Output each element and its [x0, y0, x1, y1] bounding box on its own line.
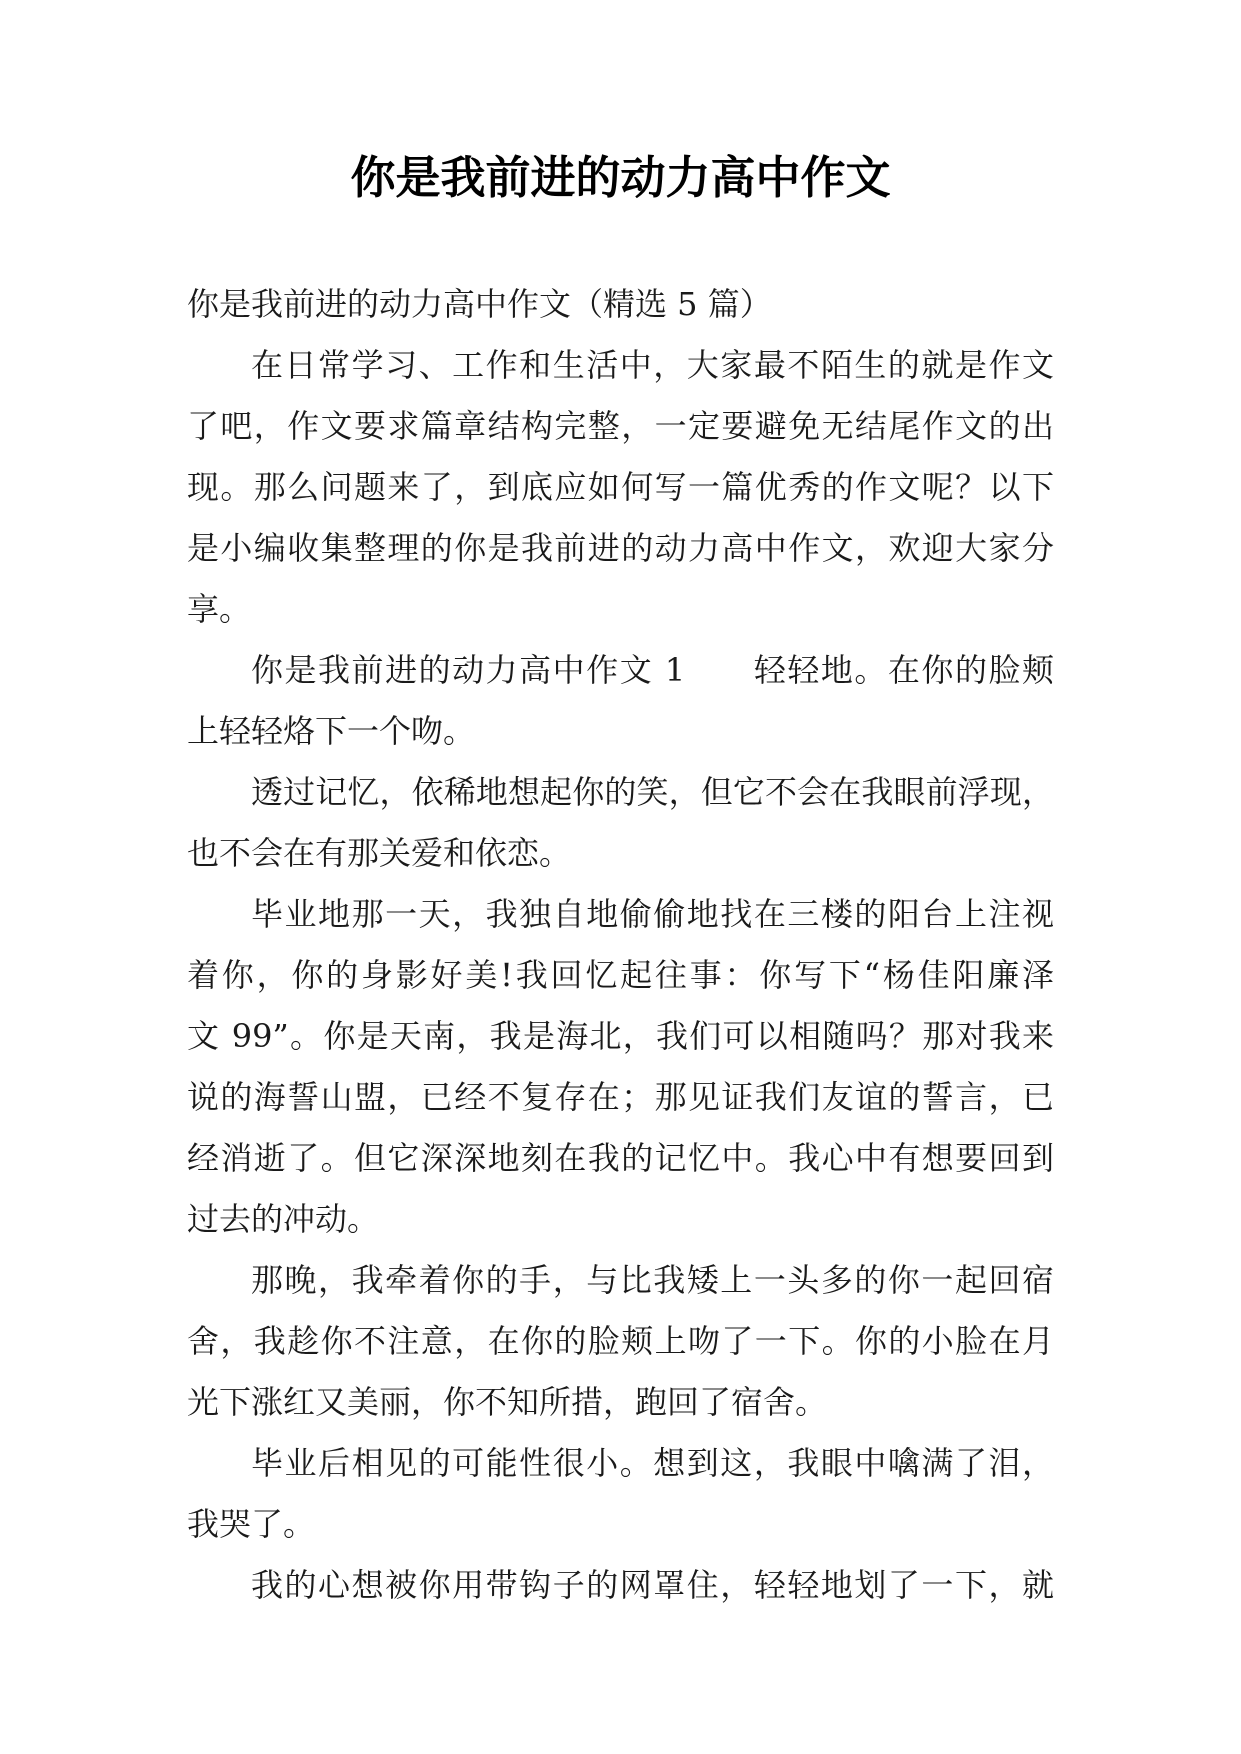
text-line: 了吧，作文要求篇章结构完整，一定要避免无结尾作文的出 [187, 407, 1054, 445]
text-line: 光下涨红又美丽，你不知所措，跑回了宿舍。 [187, 1383, 828, 1421]
text-line: 我的心想被你用带钩子的网罩住，轻轻地划了一下，就 [251, 1566, 1054, 1604]
text-line: 文 99”。你是天南，我是海北，我们可以相随吗？那对我来 [187, 1017, 1054, 1055]
text-line: 享。 [187, 590, 252, 628]
text-line: 舍，我趁你不注意，在你的脸颊上吻了一下。你的小脸在月 [187, 1322, 1054, 1360]
paragraph [187, 1555, 1054, 1616]
paragraph [187, 640, 1054, 762]
text-line: 透过记忆，依稀地想起你的笑，但它不会在我眼前浮现， [251, 773, 1054, 811]
text-line: 上轻轻烙下一个吻。 [187, 712, 476, 750]
text-line: 在日常学习、工作和生活中，大家最不陌生的就是作文 [251, 346, 1054, 384]
document-subtitle: 你是我前进的动力高中作文（精选 5 篇） [187, 285, 772, 323]
text-line: 是小编收集整理的你是我前进的动力高中作文，欢迎大家分 [187, 529, 1054, 567]
text-line: 毕业后相见的可能性很小。想到这，我眼中噙满了泪， [251, 1444, 1054, 1482]
text-line: 那晚，我牵着你的手，与比我矮上一头多的你一起回宿 [251, 1261, 1054, 1299]
paragraph [187, 884, 1054, 1250]
text-line: 你是我前进的动力高中作文 1 轻轻地。在你的脸颊 [251, 651, 1054, 689]
text-line: 毕业地那一天，我独自地偷偷地找在三楼的阳台上注视 [251, 895, 1054, 933]
text-line: 说的海誓山盟，已经不复存在；那见证我们友谊的誓言，已 [187, 1078, 1054, 1116]
text-line: 我哭了。 [187, 1505, 316, 1543]
paragraph [187, 335, 1054, 640]
text-line: 过去的冲动。 [187, 1200, 380, 1238]
text-line: 也不会在有那关爱和依恋。 [187, 834, 572, 872]
text-line: 经消逝了。但它深深地刻在我的记忆中。我心中有想要回到 [187, 1139, 1054, 1177]
text-line: 着你，你的身影好美!我回忆起往事：你写下“杨佳阳廉泽 [187, 956, 1054, 994]
document-body [187, 274, 1054, 1616]
text-line: 现。那么问题来了，到底应如何写一篇优秀的作文呢？以下 [187, 468, 1054, 506]
paragraph [187, 1433, 1054, 1555]
paragraph [187, 762, 1054, 884]
paragraph [187, 1250, 1054, 1433]
document-title: 你是我前进的动力高中作文 [350, 151, 891, 204]
